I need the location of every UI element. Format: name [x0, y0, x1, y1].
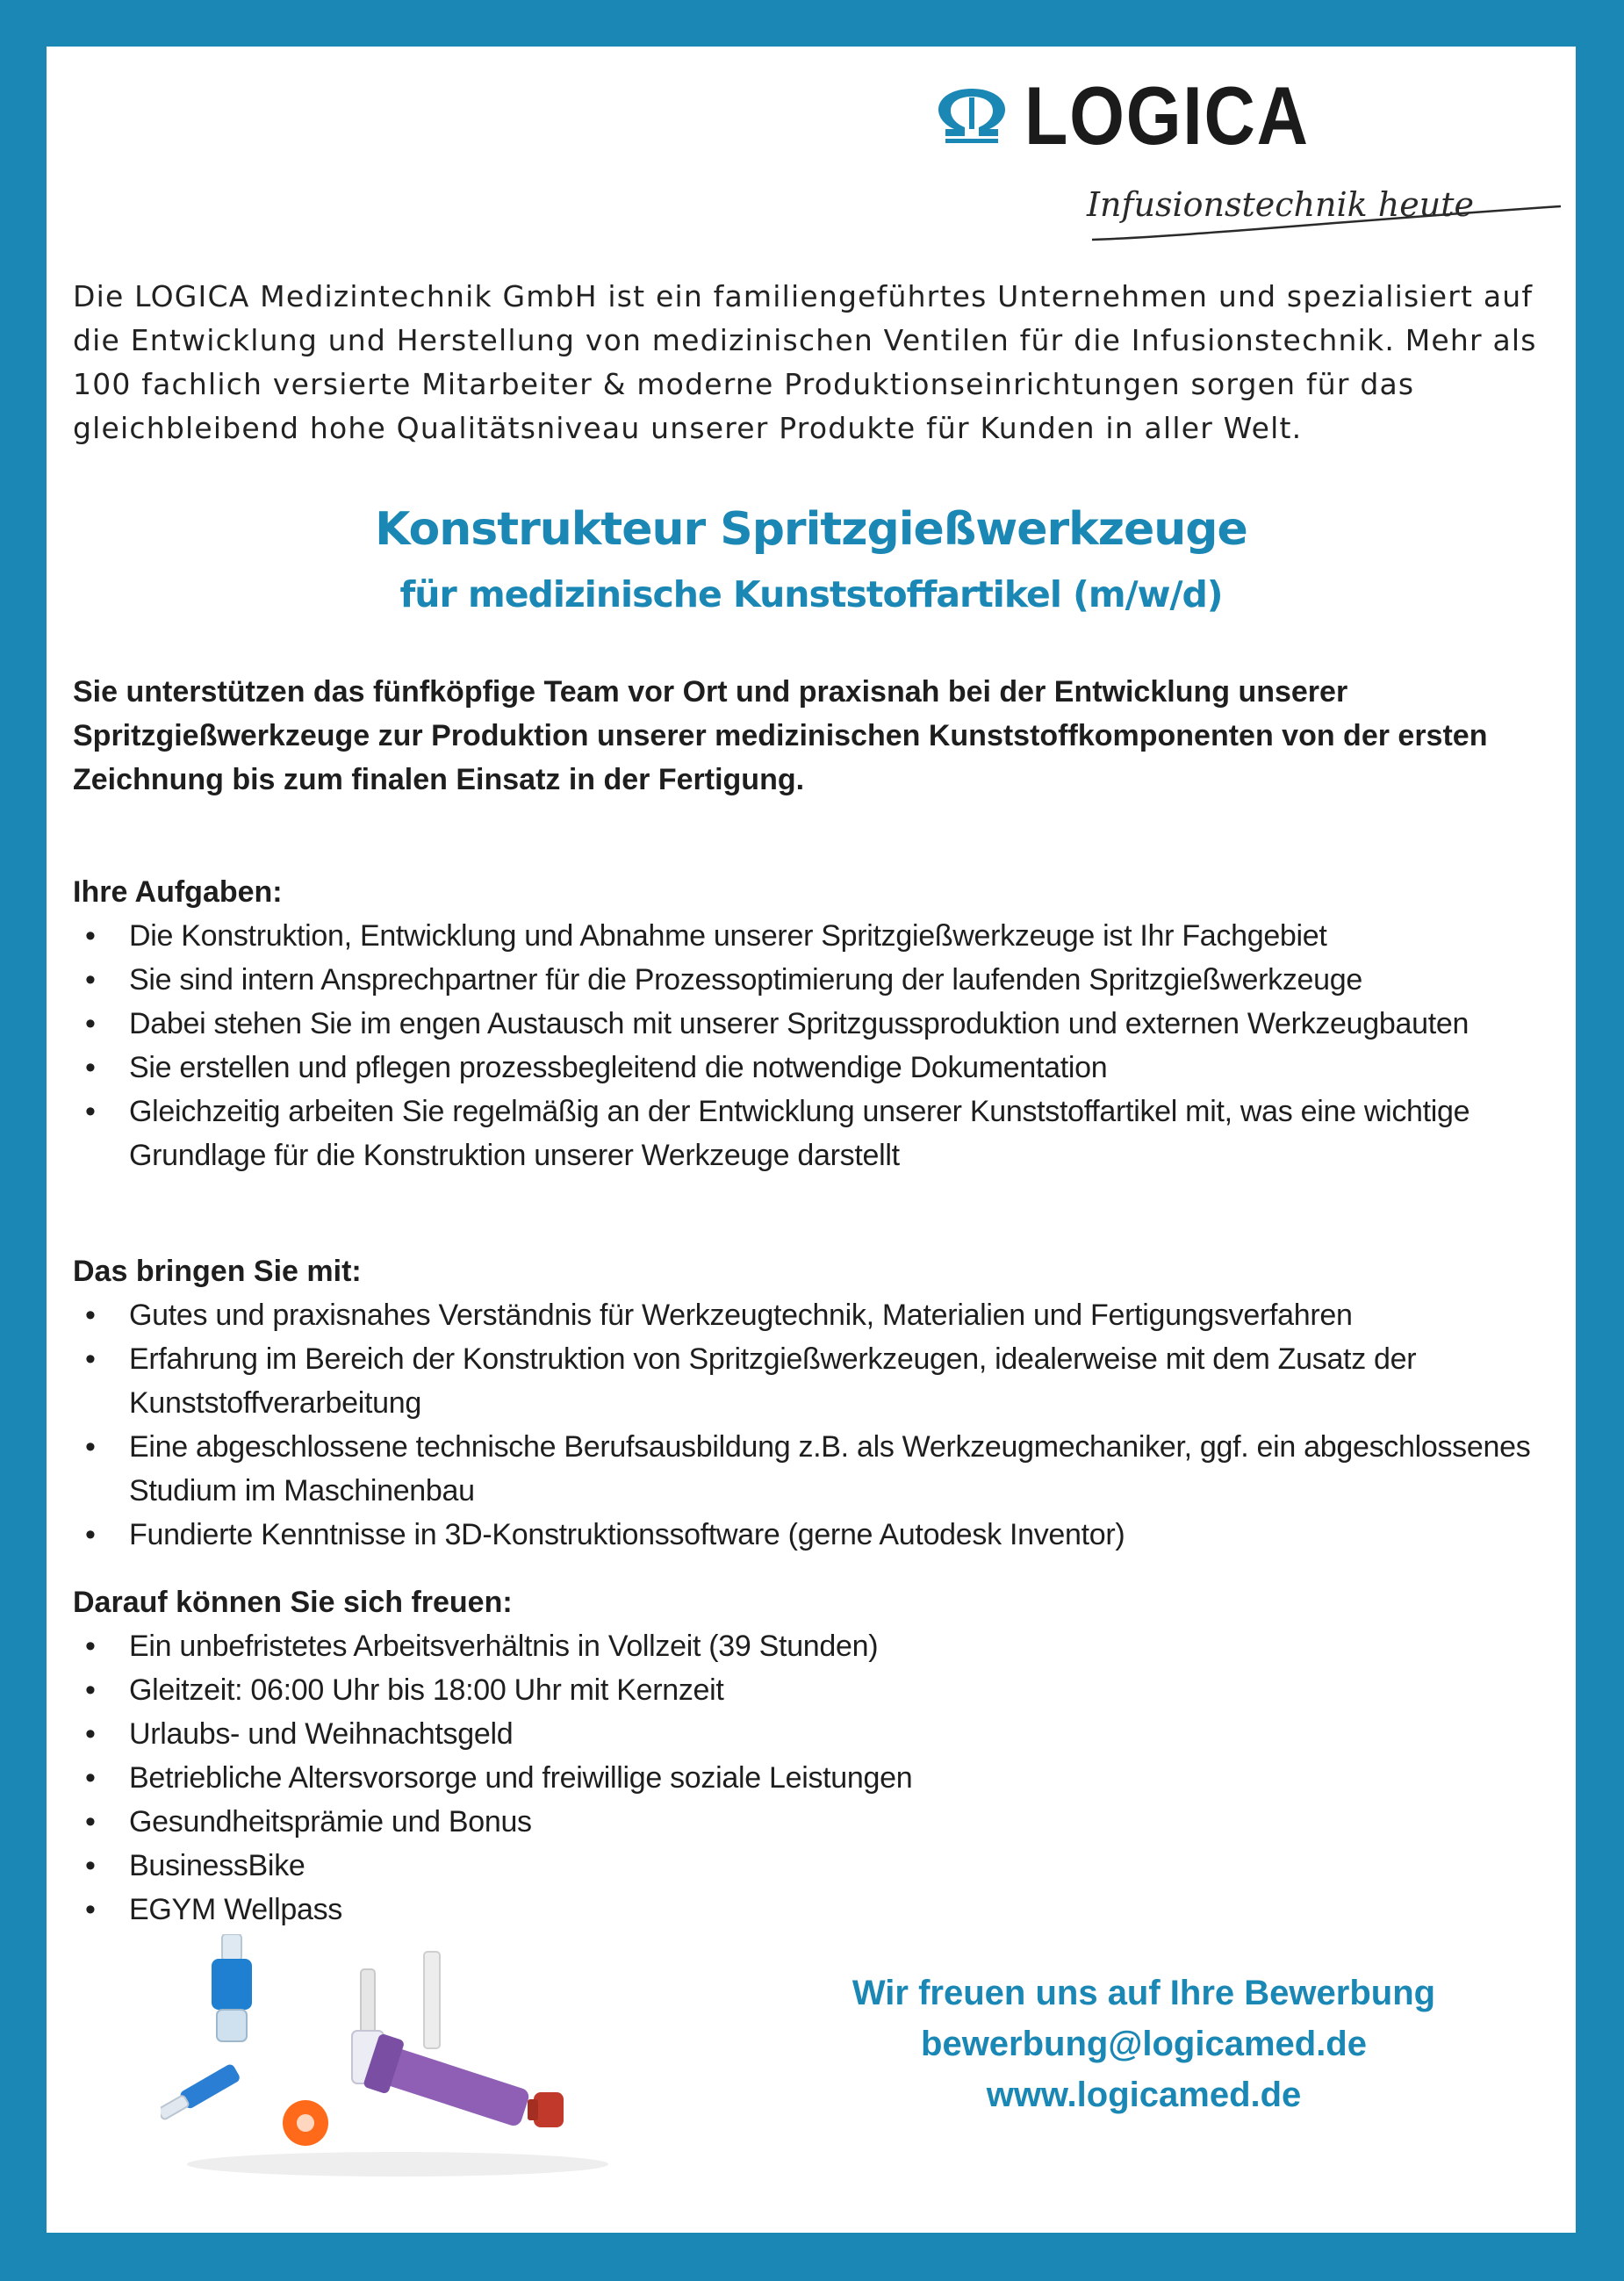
section-benefits — [73, 1580, 1556, 1932]
job-posting-sheet — [47, 47, 1576, 2233]
section-tasks — [73, 870, 1556, 1177]
section-heading: Das bringen Sie mit: — [73, 1255, 362, 1288]
list-item: • Gutes und praxisnahes Verständnis für Werkzeugtechnik, Materialien und Fertigungsverfahren — [73, 1293, 1556, 1337]
contact-line: Wir freuen uns auf Ihre Bewerbung — [852, 1974, 1436, 2012]
job-lead: Sie unterstützen das fünfköpfige Team vor Ort und praxisnah bei der Entwicklung unserer Spritzgießwerkzeuge zur Produktion unserer medizinischen Kunststoffkomponenten von der ersten Zeichnung bis zum finalen Einsatz in der Fertigung. — [73, 675, 1488, 796]
benefits-list — [73, 1624, 1556, 1932]
contact-email-link[interactable]: bewerbung@logicamed.de — [921, 2025, 1367, 2063]
list-item: • Dabei stehen Sie im engen Austausch mit unserer Spritzgussproduktion und externen Werkzeugbauten — [73, 1002, 1556, 1046]
logica-omega-mark-icon — [933, 89, 1010, 143]
logo-wordmark: LOGICA — [1024, 69, 1310, 162]
list-item: • Gesundheitsprämie und Bonus — [73, 1800, 1556, 1844]
job-title: Konstrukteur Spritzgießwerkzeuge — [375, 503, 1247, 556]
section-requirements — [73, 1249, 1556, 1557]
list-item: • BusinessBike — [73, 1844, 1556, 1888]
list-item: • Sie erstellen und pflegen prozessbegleitend die notwendige Dokumentation — [73, 1046, 1556, 1090]
list-item: • Betriebliche Altersvorsorge und freiwillige soziale Leistungen — [73, 1756, 1556, 1800]
list-item: • Die Konstruktion, Entwicklung und Abnahme unserer Spritzgießwerkzeuge ist Ihr Fachgebiet — [73, 914, 1556, 958]
list-item: • Gleitzeit: 06:00 Uhr bis 18:00 Uhr mit Kernzeit — [73, 1668, 1556, 1712]
list-item: • Erfahrung im Bereich der Konstruktion von Spritzgießwerkzeugen, idealerweise mit dem Zusatz der Kunststoffverarbeitung — [73, 1337, 1556, 1425]
tagline-text: Infusionstechnik heute — [1087, 185, 1474, 224]
list-item: • Fundierte Kenntnisse in 3D-Konstruktionssoftware (gerne Autodesk Inventor) — [73, 1513, 1556, 1557]
list-item: • Ein unbefristetes Arbeitsverhältnis in Vollzeit (39 Stunden) — [73, 1624, 1556, 1668]
company-logo — [933, 69, 1372, 162]
company-intro: Die LOGICA Medizintechnik GmbH ist ein familiengeführtes Unternehmen und spezialisiert auf die Entwicklung und Herstellung von medizinischen Ventilen für die Infusionstechnik. Mehr als 100 fachlich versierte Mitarbeiter & moderne Produktionseinrichtungen sorgen für das gleichbleibend hohe Qualitätsniveau unserer Produkte für Kunden in aller Welt. — [73, 279, 1537, 445]
requirements-list — [73, 1293, 1556, 1557]
contact-block — [801, 1968, 1486, 2120]
section-heading: Ihre Aufgaben: — [73, 875, 283, 909]
job-subtitle: für medizinische Kunststoffartikel (m/w/d) — [399, 573, 1223, 615]
tasks-list — [73, 914, 1556, 1177]
contact-website-link[interactable]: www.logicamed.de — [986, 2076, 1302, 2114]
section-heading: Darauf können Sie sich freuen: — [73, 1586, 513, 1619]
list-item: • EGYM Wellpass — [73, 1888, 1556, 1932]
list-item: • Sie sind intern Ansprechpartner für die Prozessoptimierung der laufenden Spritzgießwerkzeuge — [73, 958, 1556, 1002]
logo-tagline — [1087, 185, 1543, 255]
list-item: • Gleichzeitig arbeiten Sie regelmäßig an der Entwicklung unserer Kunststoffartikel mit, was eine wichtige Grundlage für die Konstruktion unserer Werkzeuge darstellt — [73, 1090, 1556, 1177]
medical-valve-products-icon — [161, 1934, 617, 2189]
list-item: • Eine abgeschlossene technische Berufsausbildung z.B. als Werkzeugmechaniker, ggf. ein abgeschlossenes Studium im Maschinenbau — [73, 1425, 1556, 1513]
list-item: • Urlaubs- und Weihnachtsgeld — [73, 1712, 1556, 1756]
